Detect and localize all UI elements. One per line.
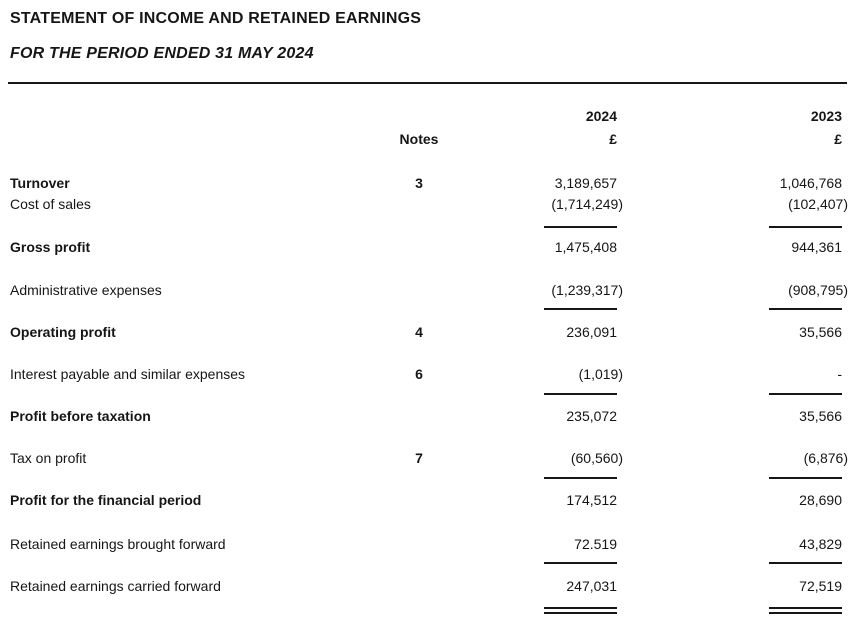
column-header-units [10,131,849,147]
amount-2023: 28,690 [799,492,842,508]
total-rule-line-2024 [544,562,617,564]
amount-2024: 174,512 [566,492,617,508]
table-row-cost-of-sales [10,196,849,212]
total-rule [10,393,849,395]
total-rule [10,562,849,564]
row-note [385,196,453,212]
row-label: Operating profit [10,324,116,340]
amount-2023: (6,876) [803,450,848,466]
table-row-interest-payable [10,366,849,382]
amount-2023: 35,566 [799,408,842,424]
row-note: 3 [415,175,423,191]
column-header-years [10,108,849,124]
table-row-retained-brought-forward [10,536,849,552]
row-note [385,408,453,424]
amount-2023: (908,795) [788,282,848,298]
table-row-profit-before-tax [10,408,849,424]
row-label: Profit before taxation [10,408,151,424]
row-note [385,282,453,298]
grand-total-rule [10,607,849,614]
row-label: Retained earnings brought forward [10,536,226,552]
amount-2023: 35,566 [799,324,842,340]
row-note [385,578,453,594]
row-label: Interest payable and similar expenses [10,366,246,382]
row-label: Retained earnings carried forward [10,578,221,594]
total-rule-line-2024 [544,308,617,310]
total-rule-line-2023 [769,477,842,479]
row-note [385,239,453,255]
row-label: Tax on profit [10,450,87,466]
amount-2024: (1,239,317) [551,282,623,298]
row-note: 7 [415,450,423,466]
amount-2024: 247,031 [566,578,617,594]
amount-2024: 72.519 [574,536,617,552]
amount-2024: 236,091 [566,324,617,340]
header-divider [8,82,847,84]
row-label: Profit for the financial period [10,492,202,508]
page-title: STATEMENT OF INCOME AND RETAINED EARNINGS [10,10,422,27]
row-label: Administrative expenses [10,282,162,298]
total-rule-line-2023 [769,562,842,564]
table-row-admin-expenses [10,282,849,298]
total-rule [10,477,849,479]
col-header-notes: Notes [399,131,439,147]
table-row-operating-profit [10,324,849,340]
amount-2023: 43,829 [799,536,842,552]
row-label: Gross profit [10,239,91,255]
row-note [385,536,453,552]
table-row-profit-for-period [10,492,849,508]
total-rule-line-2023 [769,226,842,228]
total-rule-line-2024 [544,226,617,228]
currency-symbol-2023: £ [834,131,842,147]
row-label: Cost of sales [10,196,91,212]
col-header-2023: 2023 [810,108,842,124]
table-row-turnover [10,175,849,191]
row-note: 4 [415,324,423,340]
amount-2024: (1,019) [578,366,623,382]
row-note: 6 [415,366,423,382]
table-row-retained-carried-forward [10,578,849,594]
amount-2024: (1,714,249) [551,196,623,212]
amount-2024: 3,189,657 [554,175,617,191]
total-rule-line-2023 [769,308,842,310]
amount-2023: 72,519 [799,578,842,594]
amount-2023: 1,046,768 [779,175,842,191]
col-header-2024: 2024 [585,108,617,124]
amount-2024: 235,072 [566,408,617,424]
page-subtitle: FOR THE PERIOD ENDED 31 MAY 2024 [10,45,314,62]
total-rule-line-2024 [544,393,617,395]
total-rule [10,308,849,310]
grand-total-rule-line-2024 [544,607,617,614]
total-rule-line-2024 [544,477,617,479]
amount-2024: 1,475,408 [554,239,617,255]
currency-symbol-2024: £ [609,131,617,147]
total-rule [10,226,849,228]
table-row-gross-profit [10,239,849,255]
amount-2023: (102,407) [788,196,848,212]
amount-2023: - [837,366,842,382]
row-label: Turnover [10,175,70,191]
row-note [385,492,453,508]
grand-total-rule-line-2023 [769,607,842,614]
table-row-tax-on-profit [10,450,849,466]
amount-2024: (60,560) [570,450,623,466]
total-rule-line-2023 [769,393,842,395]
amount-2023: 944,361 [791,239,842,255]
